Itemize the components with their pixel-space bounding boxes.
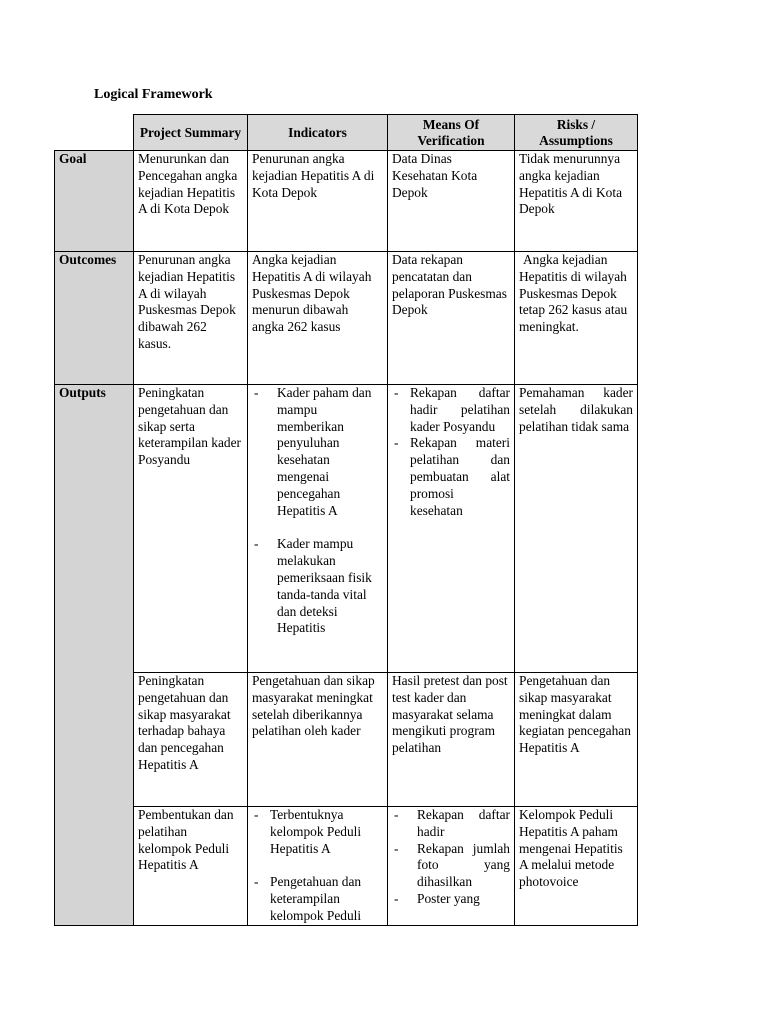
goal-label: Goal	[55, 151, 134, 252]
outputs-1-indicator-item: - Kader paham dan mampu memberikan penyuluhan kesehatan mengenai pencegahan Hepatitis A	[252, 385, 383, 519]
logical-framework-table	[54, 114, 638, 926]
outputs-3-indicators	[248, 807, 388, 926]
outputs-2-indicators: Pengetahuan dan sikap masyarakat meningkat setelah diberikannya pelatihan oleh kader	[248, 673, 388, 807]
goal-summary: Menurunkan dan Pencegahan angka kejadian Hepatitis A di Kota Depok	[134, 151, 248, 252]
header-row	[55, 115, 638, 151]
header-corner	[55, 115, 134, 151]
outputs-1-verification-item: - Rekapan daftar hadir pelatihan kader Posyandu	[392, 385, 510, 435]
document-title: Logical Framework	[94, 87, 213, 102]
outputs-3-indicator-item: - Terbentuknya kelompok Peduli Hepatitis A	[252, 807, 383, 857]
outputs-label-continuation	[55, 807, 134, 926]
outputs-2-summary: Peningkatan pengetahuan dan sikap masyarakat terhadap bahaya dan pencegahan Hepatitis A	[134, 673, 248, 807]
outputs-row-1	[55, 385, 638, 673]
outputs-3-verification	[388, 807, 515, 926]
outputs-3-summary: Pembentukan dan pelatihan kelompok Peduli Hepatitis A	[134, 807, 248, 926]
outputs-3-verification-item: - Rekapan jumlah foto yang dihasilkan	[392, 841, 510, 891]
outcomes-row	[55, 252, 638, 385]
outputs-2-verification: Hasil pretest dan post test kader dan masyarakat selama mengikuti program pelatihan	[388, 673, 515, 807]
header-project-summary: Project Summary	[134, 115, 248, 151]
outputs-3-verification-item: - Rekapan daftar hadir	[392, 807, 510, 841]
outcomes-indicators: Angka kejadian Hepatitis A di wilayah Puskesmas Depok menurun dibawah angka 262 kasus	[248, 252, 388, 385]
goal-row	[55, 151, 638, 252]
outputs-3-indicator-item: - Pengetahuan dan keterampilan kelompok Peduli	[252, 874, 383, 924]
outcomes-risks: Angka kejadian Hepatitis di wilayah Puskesmas Depok tetap 262 kasus atau meningkat.	[515, 252, 638, 385]
outcomes-label: Outcomes	[55, 252, 134, 385]
goal-verification: Data Dinas Kesehatan Kota Depok	[388, 151, 515, 252]
outputs-3-verification-item: - Poster yang	[392, 891, 510, 908]
outputs-label: Outputs	[55, 385, 134, 673]
header-indicators: Indicators	[248, 115, 388, 151]
outcomes-summary: Penurunan angka kejadian Hepatitis A di wilayah Puskesmas Depok dibawah 262 kasus.	[134, 252, 248, 385]
outputs-2-risks: Pengetahuan dan sikap masyarakat meningkat dalam kegiatan pencegahan Hepatitis A	[515, 673, 638, 807]
outputs-label-continuation	[55, 673, 134, 807]
header-means-of-verification: Means Of Verification	[388, 115, 515, 151]
outputs-1-verification	[388, 385, 515, 673]
outputs-row-3	[55, 807, 638, 926]
outputs-1-indicator-item: - Kader mampu melakukan pemeriksaan fisik tanda-tanda vital dan deteksi Hepatitis	[252, 536, 383, 637]
outputs-1-verification-item: - Rekapan materi pelatihan dan pembuatan alat promosi kesehatan	[392, 435, 510, 519]
header-risks-assumptions: Risks / Assumptions	[515, 115, 638, 151]
outputs-1-summary: Peningkatan pengetahuan dan sikap serta keterampilan kader Posyandu	[134, 385, 248, 673]
goal-indicators: Penurunan angka kejadian Hepatitis A di Kota Depok	[248, 151, 388, 252]
outputs-row-2	[55, 673, 638, 807]
outputs-3-risks: Kelompok Peduli Hepatitis A paham mengenai Hepatitis A melalui metode photovoice	[515, 807, 638, 926]
goal-risks: Tidak menurunnya angka kejadian Hepatitis A di Kota Depok	[515, 151, 638, 252]
outputs-1-indicators	[248, 385, 388, 673]
outputs-1-risks: Pemahaman kader setelah dilakukan pelatihan tidak sama	[515, 385, 638, 673]
outcomes-verification: Data rekapan pencatatan dan pelaporan Puskesmas Depok	[388, 252, 515, 385]
